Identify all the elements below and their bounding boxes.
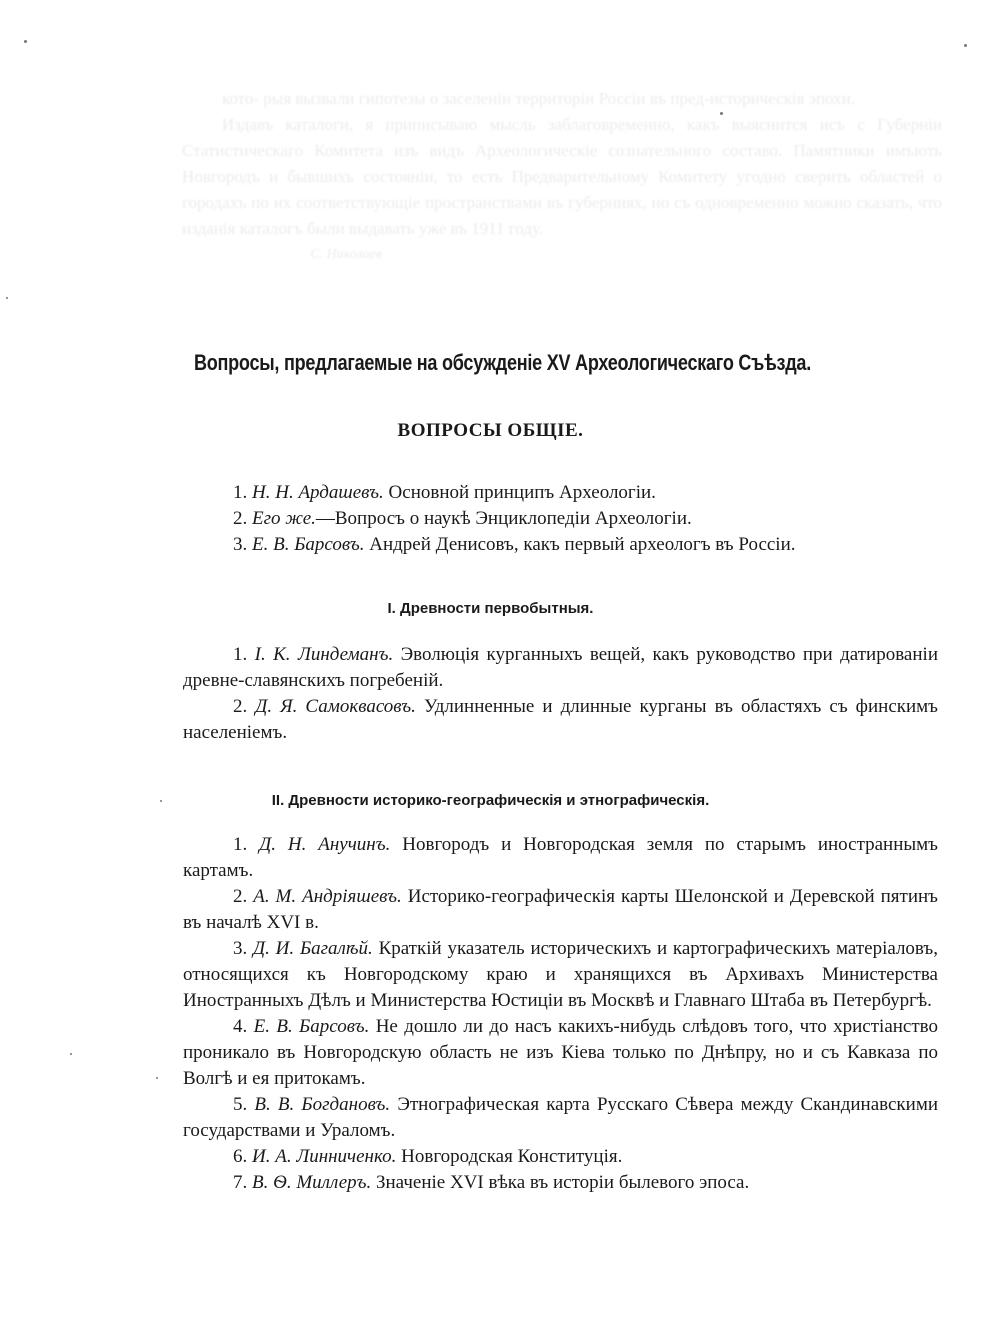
list-item [183, 832, 938, 884]
list-item [183, 936, 938, 1014]
scan-speck [156, 1077, 158, 1079]
item-text: Удлинненные и длинные курганы въ областяхъ съ финскимъ населеніемъ. [183, 696, 939, 743]
list-item [183, 694, 938, 746]
item-number: 1. [233, 834, 248, 855]
scan-speck [6, 297, 8, 299]
item-author: Е. В. Барсовъ. [253, 1016, 370, 1037]
item-author: Д. Я. Самоквасовъ. [255, 696, 416, 717]
item-text: Новгородъ и Новгородская земля по старымъ иностраннымъ картамъ. [183, 834, 938, 881]
list-item [183, 1092, 938, 1144]
item-number: 7. [233, 1172, 248, 1193]
item-author: В. Ѳ. Миллеръ. [252, 1172, 372, 1193]
item-author: Д. Н. Анучинъ. [259, 834, 391, 855]
bleed-through-text [182, 86, 942, 268]
item-number: 4. [233, 1016, 248, 1037]
item-number: 3. [233, 938, 248, 959]
list-item [183, 1170, 938, 1196]
item-author: В. В. Богдановъ. [254, 1094, 391, 1115]
list-item [183, 480, 938, 506]
scan-speck [70, 1053, 72, 1055]
general-list [183, 480, 938, 558]
item-number: 2. [233, 886, 248, 907]
list-item [183, 1144, 938, 1170]
bleed-signature: С. Николаев [310, 247, 382, 262]
item-author: Д. И. Багалѣй. [253, 938, 373, 959]
list-item [183, 532, 938, 558]
item-text: Эволюція курганныхъ вещей, какъ руководство при датированіи древне-славянскихъ погребеній. [183, 644, 938, 691]
item-text: —Вопросъ о наукѣ Энциклопедіи Археологіи. [315, 508, 692, 529]
list-item [183, 884, 938, 936]
item-text: Андрей Денисовъ, какъ первый археологъ въ Россіи. [364, 534, 796, 555]
scan-speck [160, 800, 162, 802]
item-text: Историко-географическія карты Шелонской и Деревской пятинъ въ началѣ XVI в. [183, 886, 939, 933]
list-item [183, 1014, 938, 1092]
item-text: Новгородская Конституція. [396, 1146, 623, 1167]
bleed-line: Издавъ каталоги, я приписываю мысль заблаговременно, какъ выяснится исъ с Губернiи Статистическаго Комитета изъ видъ Археологическiе сознательного составо. Памятники имъють Новгородъ и бывшихъ состоянiи, то есть Предварительному Комитету угодно сверить областей о городахъ по их соответствующiе пространствами въ губерниях, но съ одновременно можно сказать, что изданiя каталогъ были выдавать уже въ 1911 году. [182, 115, 942, 238]
item-author: Его же. [252, 508, 316, 529]
item-text: Основной принципъ Археологіи. [383, 482, 656, 503]
item-number: 6. [233, 1146, 248, 1167]
item-text: Не дошло ли до насъ какихъ-нибудь слѣдовъ того, что христіанство проникало въ Новгородскую область не изъ Кіева только по Днѣпру, но и съ Кавказа по Волгѣ и ея притокамъ. [183, 1016, 939, 1089]
section2-list [183, 832, 938, 1196]
item-author: Н. Н. Ардашевъ. [252, 482, 384, 503]
item-number: 1. [233, 482, 248, 503]
section-heading-2: II. Древности историко-географическія и этнографическія. [271, 792, 710, 809]
item-text: Этнографическая карта Русскаго Сѣвера между Скандинавскими государствами и Ураломъ. [183, 1094, 939, 1141]
section-heading-1: I. Древности первобытныя. [387, 600, 594, 617]
list-item [183, 506, 938, 532]
item-author: И. А. Линниченко. [252, 1146, 397, 1167]
item-text: Краткій указатель историческихъ и картографическихъ матеріаловъ, относящихся къ Новгородскому краю и хранящихся въ Архивахъ Министерства Иностранныхъ Дѣлъ и Министерства Юстиціи въ Москвѣ и Главнаго Штаба въ Петербургѣ. [183, 938, 939, 1011]
item-number: 2. [233, 696, 248, 717]
item-number: 2. [233, 508, 248, 529]
scan-speck [24, 40, 27, 43]
bleed-line: кото- рыя вызвали гипотезы о заселенiи территорiи Россiи въ пред-историческiя эпохи. [222, 89, 856, 108]
scan-speck [964, 44, 967, 47]
list-item [183, 642, 938, 694]
section1-list [183, 642, 938, 746]
page-title [100, 350, 904, 376]
general-heading: ВОПРОСЫ ОБЩІЕ. [397, 420, 584, 441]
item-author: Е. В. Барсовъ. [252, 534, 365, 555]
page-title-text: Вопросы, предлагаемые на обсужденіе XV Археологическаго Съѣзда. [193, 350, 811, 375]
item-author: I. К. Линдеманъ. [254, 644, 394, 665]
scan-speck [720, 112, 723, 115]
item-number: 3. [233, 534, 248, 555]
item-text: Значеніе XVI вѣка въ исторіи былевого эпоса. [371, 1172, 750, 1193]
item-number: 5. [233, 1094, 248, 1115]
item-author: А. М. Андріяшевъ. [253, 886, 402, 907]
item-number: 1. [233, 644, 248, 665]
